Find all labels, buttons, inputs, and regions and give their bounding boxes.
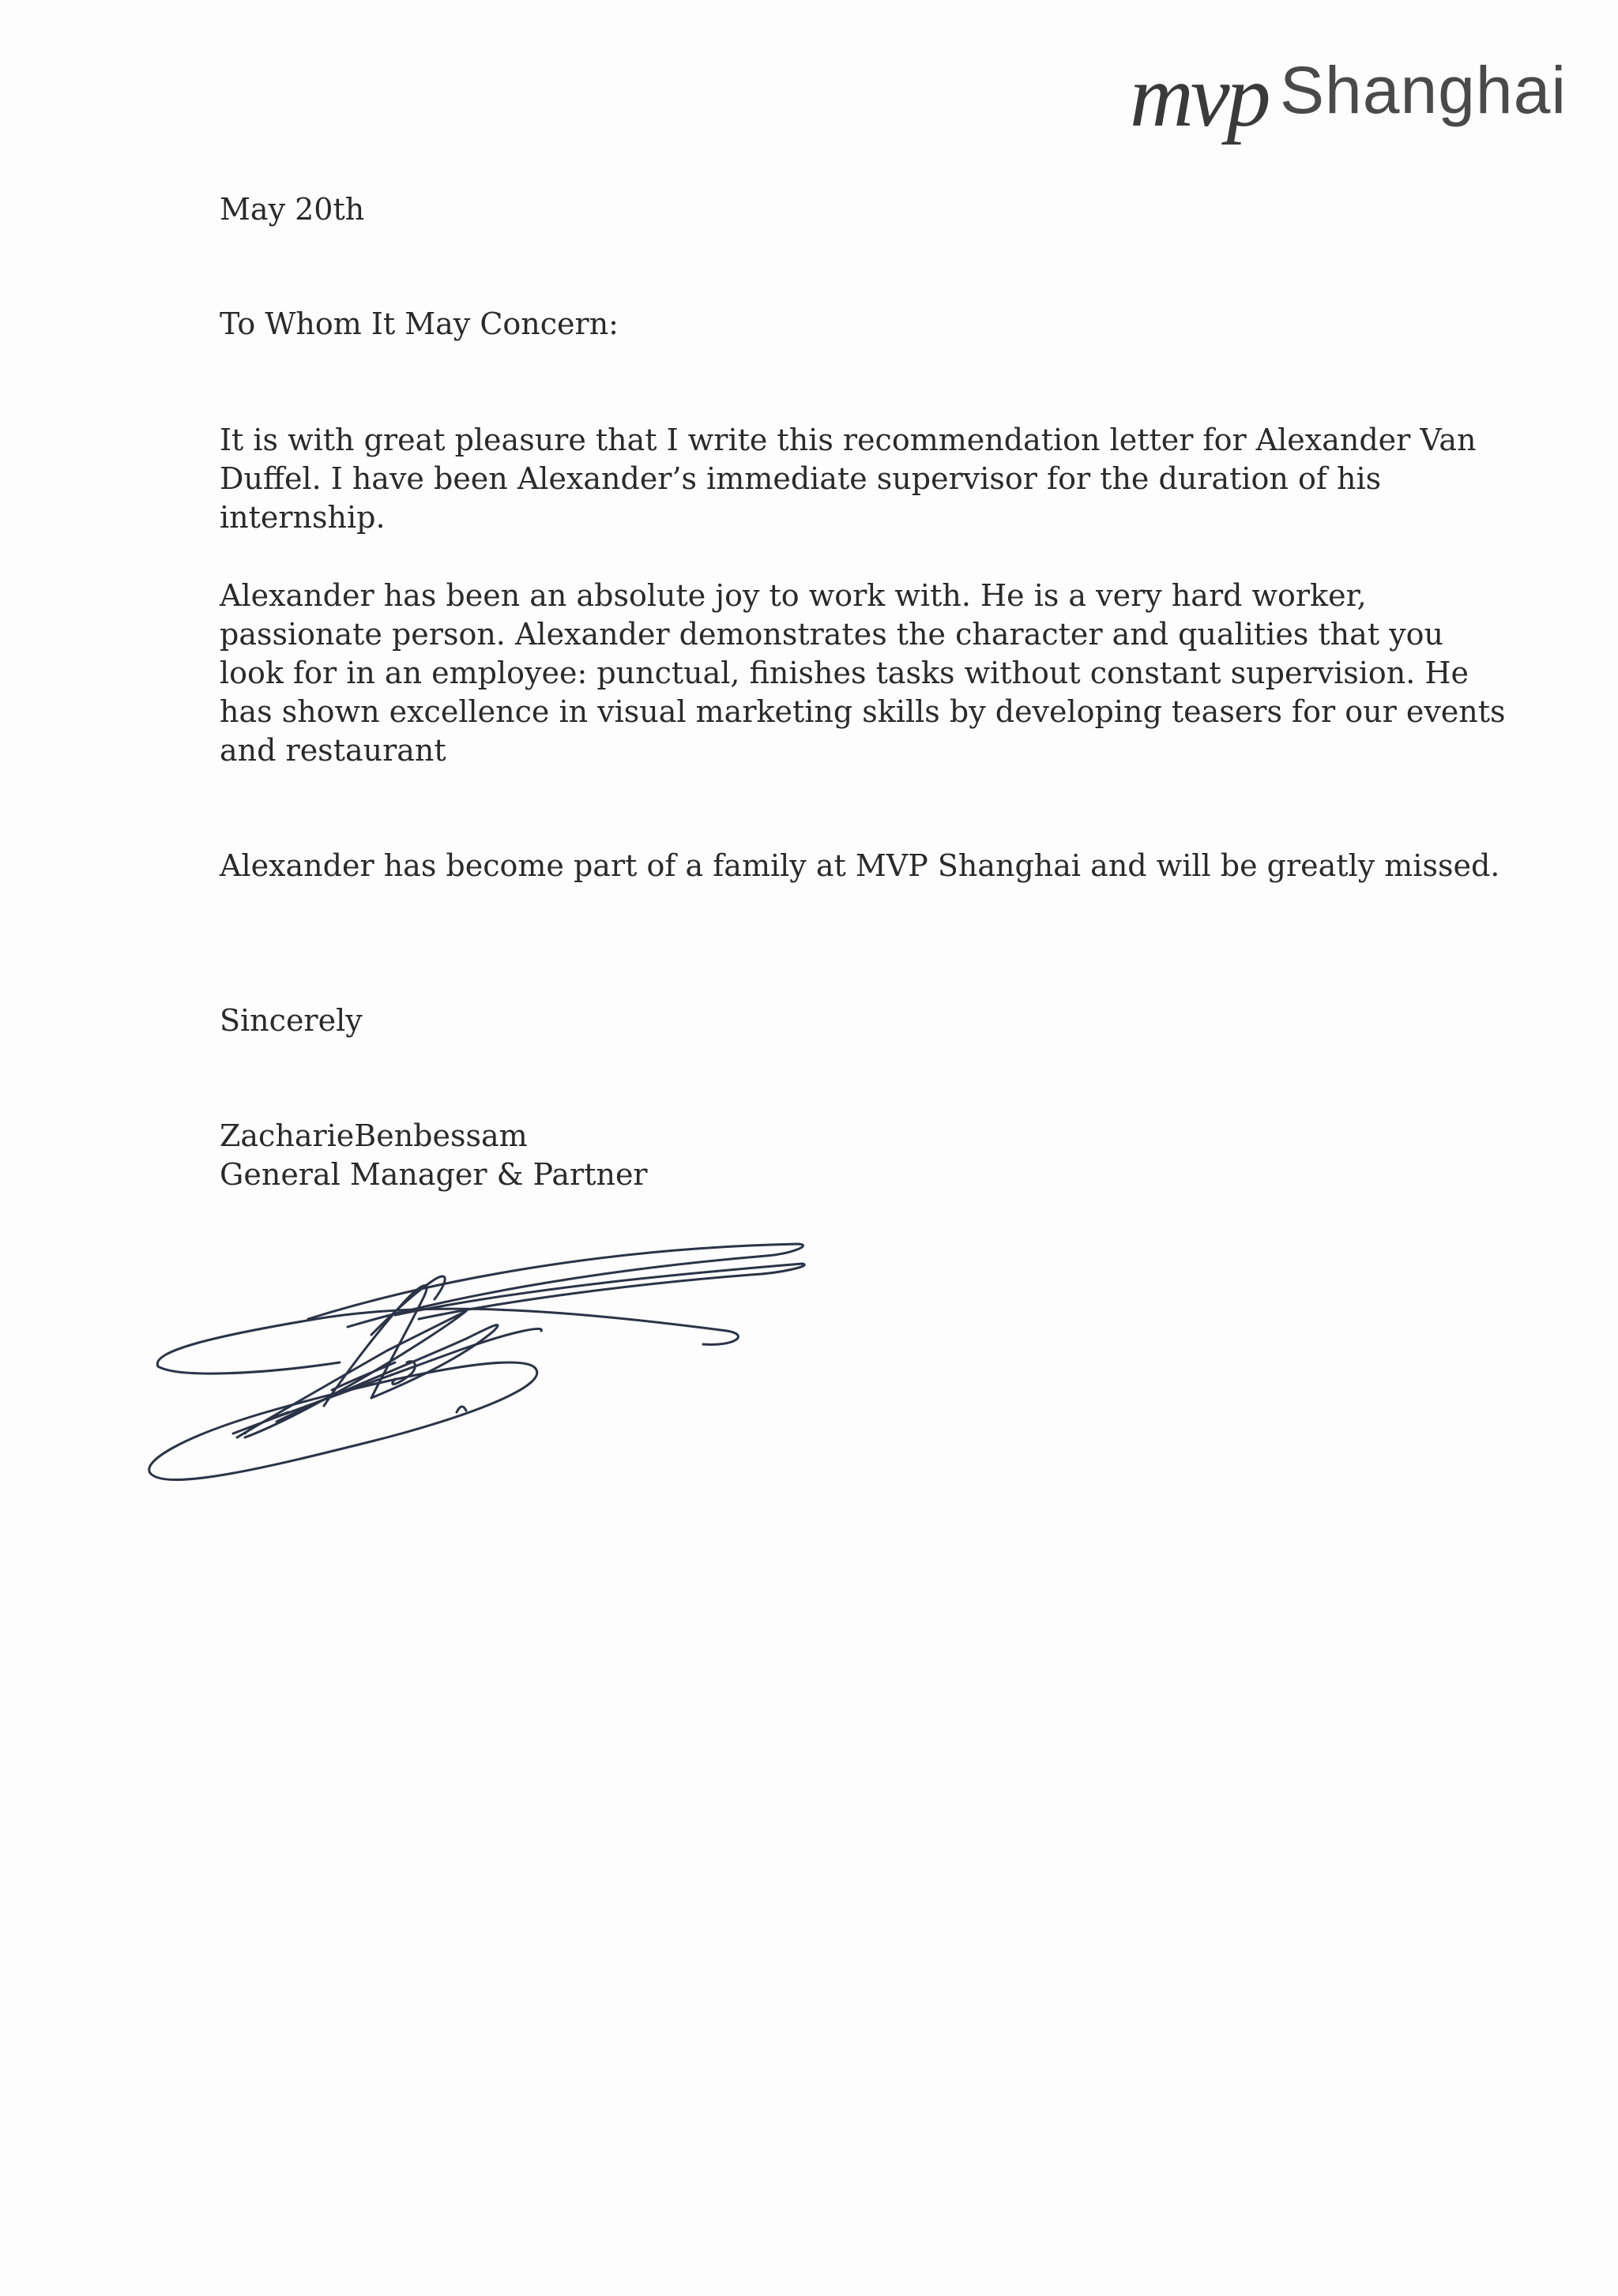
paragraph-line: Duffel. I have been Alexander’s immediate supervisor for the duration of his (220, 461, 1382, 496)
signer-title: General Manager & Partner (220, 1157, 648, 1192)
body-paragraph-3: Alexander has become part of a family at MVP Shanghai and will be greatly missed. (220, 848, 1500, 883)
body-paragraph-1 (220, 421, 1477, 537)
paragraph-line: It is with great pleasure that I write this recommendation letter for Alexander Van (220, 423, 1477, 457)
letter-salutation: To Whom It May Concern: (220, 306, 619, 341)
paragraph-line: has shown excellence in visual marketing skills by developing teasers for our events (220, 694, 1506, 729)
company-logo (1122, 47, 1572, 166)
letter-date: May 20th (220, 192, 365, 227)
letter-closing: Sincerely (220, 1003, 363, 1038)
paragraph-line: look for in an employee: punctual, finishes tasks without constant supervision. He (220, 656, 1469, 690)
paragraph-line: Alexander has been an absolute joy to work with. He is a very hard worker, (220, 578, 1367, 613)
paragraph-line: and restaurant (220, 733, 446, 768)
paragraph-line: internship. (220, 500, 386, 535)
logo-wordmark: Shanghai (1280, 53, 1567, 127)
handwritten-signature (134, 1201, 830, 1501)
logo-mark: mvp (1130, 47, 1268, 145)
signer-name: ZacharieBenbessam (220, 1118, 528, 1153)
body-paragraph-2 (220, 577, 1506, 770)
paragraph-line: passionate person. Alexander demonstrates the character and qualities that you (220, 617, 1443, 652)
